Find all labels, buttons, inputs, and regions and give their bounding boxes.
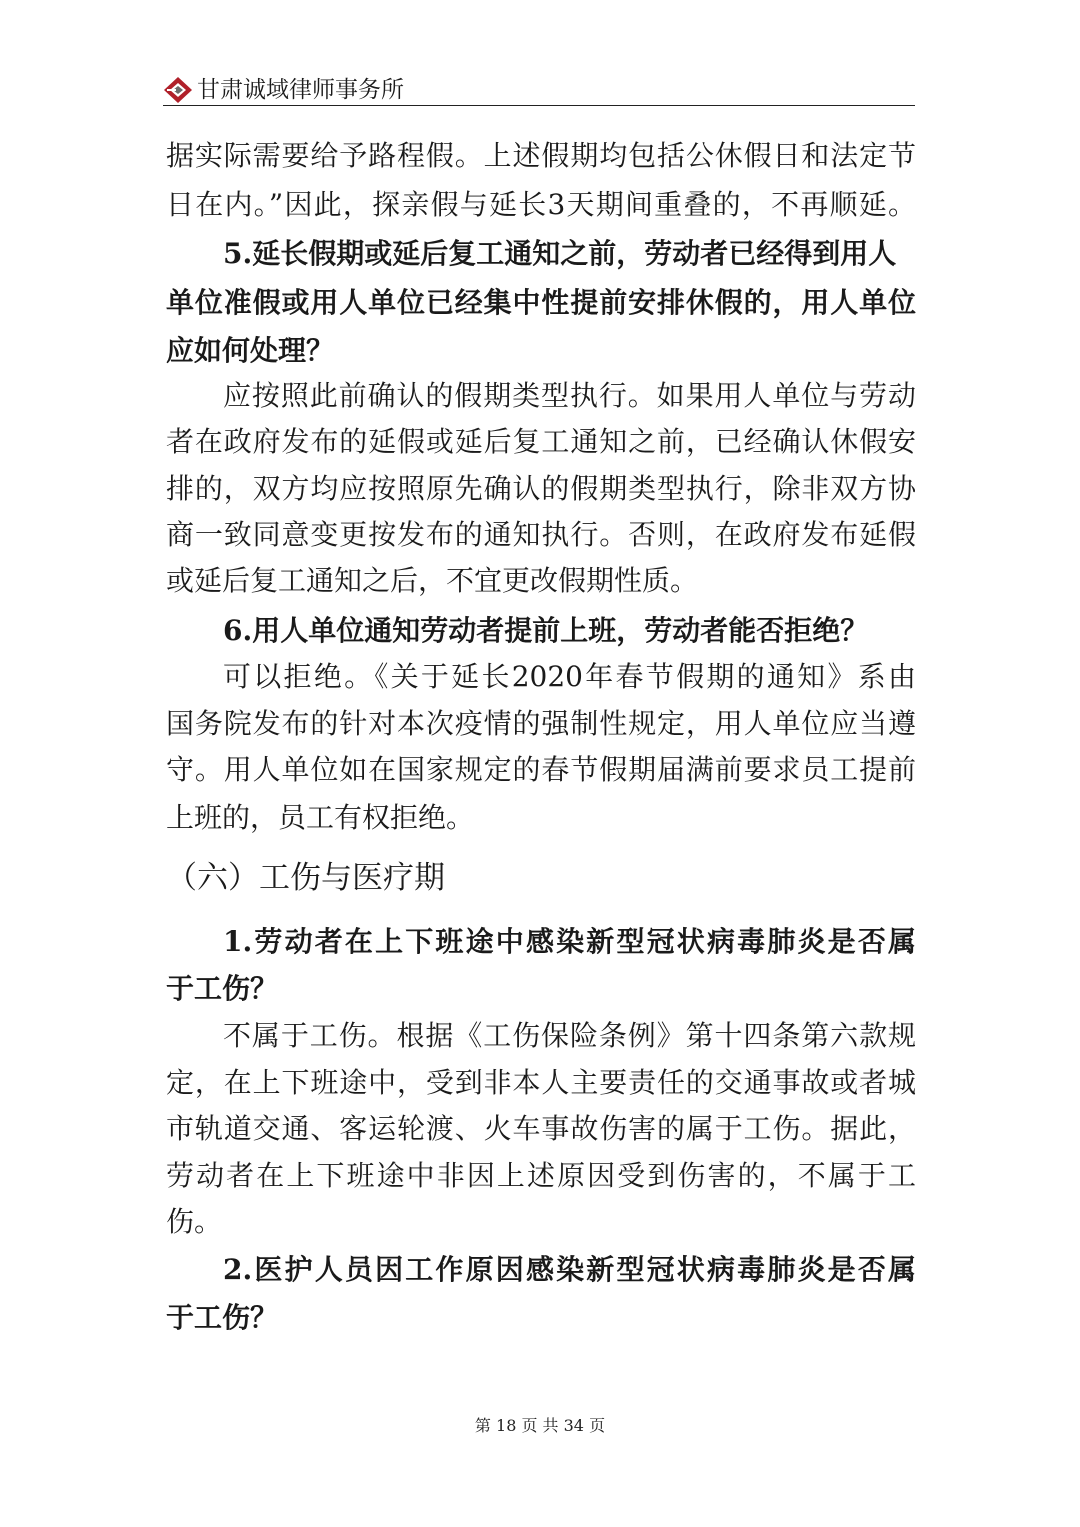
- body-line: 商一致同意变更按发布的通知执行。否则，在政府发布延假: [166, 518, 916, 551]
- body-line: 不属于工伤。根据《工伤保险条例》第十四条第六款规: [223, 1019, 916, 1052]
- body-line: 可以拒绝。《关于延长2020年春节假期的通知》系由: [223, 660, 916, 693]
- firm-name: 甘肃诚域律师事务所: [197, 77, 404, 103]
- header-rule: [163, 105, 915, 106]
- body-line: 守。用人单位如在国家规定的春节假期届满前要求员工提前: [166, 753, 916, 786]
- body-line: 据实际需要给予路程假。上述假期均包括公休假日和法定节: [166, 139, 916, 172]
- body-line: 排的，双方均应按照原先确认的假期类型执行，除非双方协: [166, 472, 916, 505]
- question-line: 于工伤？: [166, 972, 279, 1005]
- question-line: 6.用人单位通知劳动者提前上班，劳动者能否拒绝？: [223, 614, 869, 647]
- body-line: 劳动者在上下班途中非因上述原因受到伤害的，不属于工: [166, 1159, 916, 1192]
- section-heading: （六）工伤与医疗期: [166, 860, 445, 896]
- question-line: 单位准假或用人单位已经集中性提前安排休假的，用人单位: [166, 286, 916, 319]
- body-line: 应按照此前确认的假期类型执行。如果用人单位与劳动: [223, 379, 916, 412]
- firm-logo-icon: [163, 76, 193, 104]
- question-line: 应如何处理？: [166, 334, 335, 367]
- question-line: 5.延长假期或延后复工通知之前，劳动者已经得到用人: [223, 237, 897, 270]
- body-line: 或延后复工通知之后，不宜更改假期性质。: [166, 564, 699, 597]
- body-line: 国务院发布的针对本次疫情的强制性规定，用人单位应当遵: [166, 707, 916, 740]
- body-line: 日在内。”因此，探亲假与延长3天期间重叠的，不再顺延。: [166, 188, 916, 221]
- body-line: 者在政府发布的延假或延后复工通知之前，已经确认休假安: [166, 425, 916, 458]
- question-line: 于工伤？: [166, 1301, 279, 1334]
- body-line: 定，在上下班途中，受到非本人主要责任的交通事故或者城: [166, 1066, 916, 1099]
- question-line: 1.劳动者在上下班途中感染新型冠状病毒肺炎是否属: [223, 925, 916, 958]
- page-header: [163, 76, 915, 106]
- body-line: 上班的，员工有权拒绝。: [166, 801, 475, 834]
- body-line: 市轨道交通、客运轮渡、火车事故伤害的属于工伤。据此，: [166, 1112, 916, 1145]
- body-line: 伤。: [166, 1205, 223, 1238]
- question-line: 2.医护人员因工作原因感染新型冠状病毒肺炎是否属: [223, 1253, 916, 1286]
- page-number-footer: 第 18 页 共 34 页: [474, 1416, 606, 1435]
